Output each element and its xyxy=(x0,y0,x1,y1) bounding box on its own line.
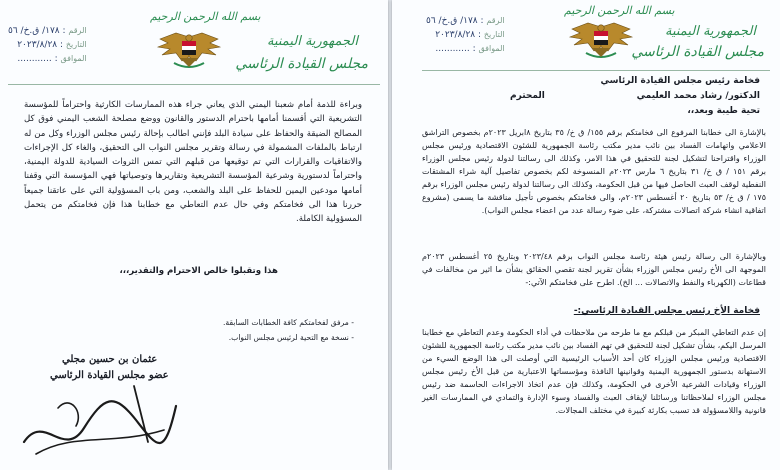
date-value: ٢٠٢٣/٨/٢٨ xyxy=(435,30,476,40)
yemen-eagle-emblem xyxy=(156,31,222,73)
signatory-name: عثمان بن حسين مجلي xyxy=(62,354,158,365)
section-heading: فخامة الأخ رئيس مجلس القيادة الرئاسي:- xyxy=(573,306,760,316)
date-value: ٢٠٢٣/٨/٢٨ xyxy=(17,40,58,50)
signatory-title: عضو مجلس القيادة الرئاسي xyxy=(50,370,169,381)
basmala-calligraphy: بسم الله الرحمن الرحيم xyxy=(150,10,261,23)
reference-block: الرقم : ١٧٨/ ق.خ/ ٥٦ التاريخ : ٢٠٢٣/٨/٢٨ الموافق : ............ xyxy=(8,26,87,64)
paragraph-3: إن عدم التعاطي المبكر من قبلكم مع ما طرحه من ملاحظات في أداء الحكومة وعدم التعاطي مع خطابنا المرسل اليكم، بشأن تشكيل لجنة للتحقيق في تهم الفساد بين نائب مدير مكتب رئاسة الجمهورية للشئون الاقتصادية ورئيس مجلس الوزراء كان أحد الأسباب الرئيسية التي أوصلت الى هذا الوضع السيء من الاستهانة بدستور الجمهورية اليمنية وقوانينها النافذة ومؤسساتها الاعتبارية من قبل الأخ رئيس مجلس الوزراء وقيادات الشرعية الأخرى في الحكومة، وكذلك فإن عدم اتخاذ الاجراءات الحاسمة ضد رئيس مجلس الوزراء لملاحظاتنا ورسائلنا لإيقاف العبث والفساد وسوء الإدارة والتمادي في الممارسات الغير قانونية واللامسؤولة قد تسبب بكارثة كبيرة في مختلف المجالات. xyxy=(422,328,766,415)
greeting: تحية طيبة وبعد،، xyxy=(687,106,760,116)
header-council-name: مجلس القيادة الرئاسي xyxy=(235,56,368,72)
ref-number-label: الرقم xyxy=(486,16,505,25)
handwritten-signature xyxy=(14,372,184,464)
honorific: المحترم xyxy=(510,91,545,101)
yemen-eagle-emblem xyxy=(568,21,634,63)
reference-block: الرقم : ١٧٨/ ق.خ/ ٥٦ التاريخ : ٢٠٢٣/٨/٢٨ الموافق : ............ xyxy=(426,16,505,54)
ref-number: ١٧٨/ ق.خ/ ٥٦ xyxy=(8,26,60,36)
addressee-title: فخامة رئيس مجلس القيادة الرئاسي xyxy=(600,76,760,86)
letter-page-2 xyxy=(0,0,388,470)
agreed-label: الموافق xyxy=(478,44,505,53)
attachment-note-1: - مرفق لفخامتكم كافة الخطابات السابقة. xyxy=(222,318,354,327)
date-label: التاريخ xyxy=(483,30,505,39)
ref-number-label: الرقم xyxy=(68,26,87,35)
paragraph-1: بالإشارة الى خطابنا المرفوع الى فخامتكم برقم ١٥٥/ ق خ/ ٣٥ بتاريخ ٨ابريل ٢٠٢٣م بخصوص التراشق الاعلامي واتهامات الفساد بين نائب مدير مكتب رئاسة الجمهورية للشئون الاقتصادية ورئيس مجلس الوزراء واقتراحنا لتشكيل لجنة للتحقيق في هذا الامر، وكذلك الى رسالتنا لدولة رئيس مجلس الوزراء برقم ١٥١ / ق خ/ ٣١ بتاريخ ٦ مارس ٢٠٢٣م المنسوخة لكم بخصوص تفاصيل آلية شراء المشتقات النفطية لوقف العبث الحاصل فيها من قبل الحكومة، وكذلك الى رسالتنا لدولة رئيس مجلس الوزراء برقم ١٧٥ / ق خ/ ٥٣ بتاريخ ٢٠ أغسطس ٢٠٢٣م، والى فخامتكم بخصوص تأجيل مناقشة ما يسمى (مشروع اتفاقية انشاء شركة اتصالات مشتركة، على ضوء رسالة عدد من اعضاء مجلس النواب). xyxy=(422,128,767,215)
body-paragraph: وبراءة للذمة أمام شعبنا اليمني الذي يعاني جراء هذه الممارسات الكارثية واحتراماً للمؤسسة التشريعية التي أقسمنا أمامها باحترام الدستور والقانون ووضع مصلحة الشعب اليمني فوق كل المصالح الضيقة والحفاظ على سيادة البلد فإنني اطالب بإحالة رئيس مجلس الوزراء وكل من له ارتباط بالملفات المشمولة في رسالة وتقرير مجلس النواب الى التحقيق، والغاء كل الإجراءات والاتفاقيات والقرارات التي تم توقيعها من قبلهم التي تمس الثروات السيادية للدولة اليمنية، واحتراماً لدستورية وشرعية المؤسسة التشريعية وتقاريرها وتوصياتها فهي المؤسسة التي وقفنا أمامها مودعين اليمين للحفاظ على البلد والشعب، ومن باب المسؤولية التي على عاتقنا جميعاً حررنا هذا الى فخامتكم وفي حال عدم التعاطي مع خطابنا هذا فإن فخامتكم من يتحمل المسؤولية الكاملة. xyxy=(24,100,362,225)
closing-line: هذا وتقبلوا خالص الاحترام والتقدير،،، xyxy=(119,266,278,276)
paragraph-2: وبالإشارة الى رسالة رئيس هيئة رئاسة مجلس النواب برقم ٢٠٢٣/٤٨ وبتاريخ ٢٥ أغسطس ٢٠٢٣م الموجهة الى الأخ رئيس مجلس الوزراء بشأن تقرير لجنة تقصي الحقائق بشأن ما اثير من مخالفات في قطاعات (الكهرباء والنفط والاتصالات ... الخ). اطرح على فخامتكم الآتي:- xyxy=(422,252,767,287)
basmala-calligraphy: بسم الله الرحمن الرحيم xyxy=(564,4,675,17)
agreed-label: الموافق xyxy=(60,54,87,63)
ref-number: ١٧٨/ ق.خ/ ٥٦ xyxy=(426,16,478,26)
header-council-name: مجلس القيادة الرئاسي xyxy=(631,44,764,60)
header-divider xyxy=(8,84,380,85)
letter-page-1 xyxy=(392,0,780,470)
header-republic-name: الجمهورية اليمنية xyxy=(664,24,756,39)
header-republic-name: الجمهورية اليمنية xyxy=(266,34,358,49)
attachment-note-2: - نسخة مع التحية لرئيس مجلس النواب. xyxy=(228,333,354,342)
addressee-name: الدكتور/ رشاد محمد العليمي xyxy=(636,91,760,101)
header-divider xyxy=(422,70,770,71)
date-label: التاريخ xyxy=(65,40,87,49)
